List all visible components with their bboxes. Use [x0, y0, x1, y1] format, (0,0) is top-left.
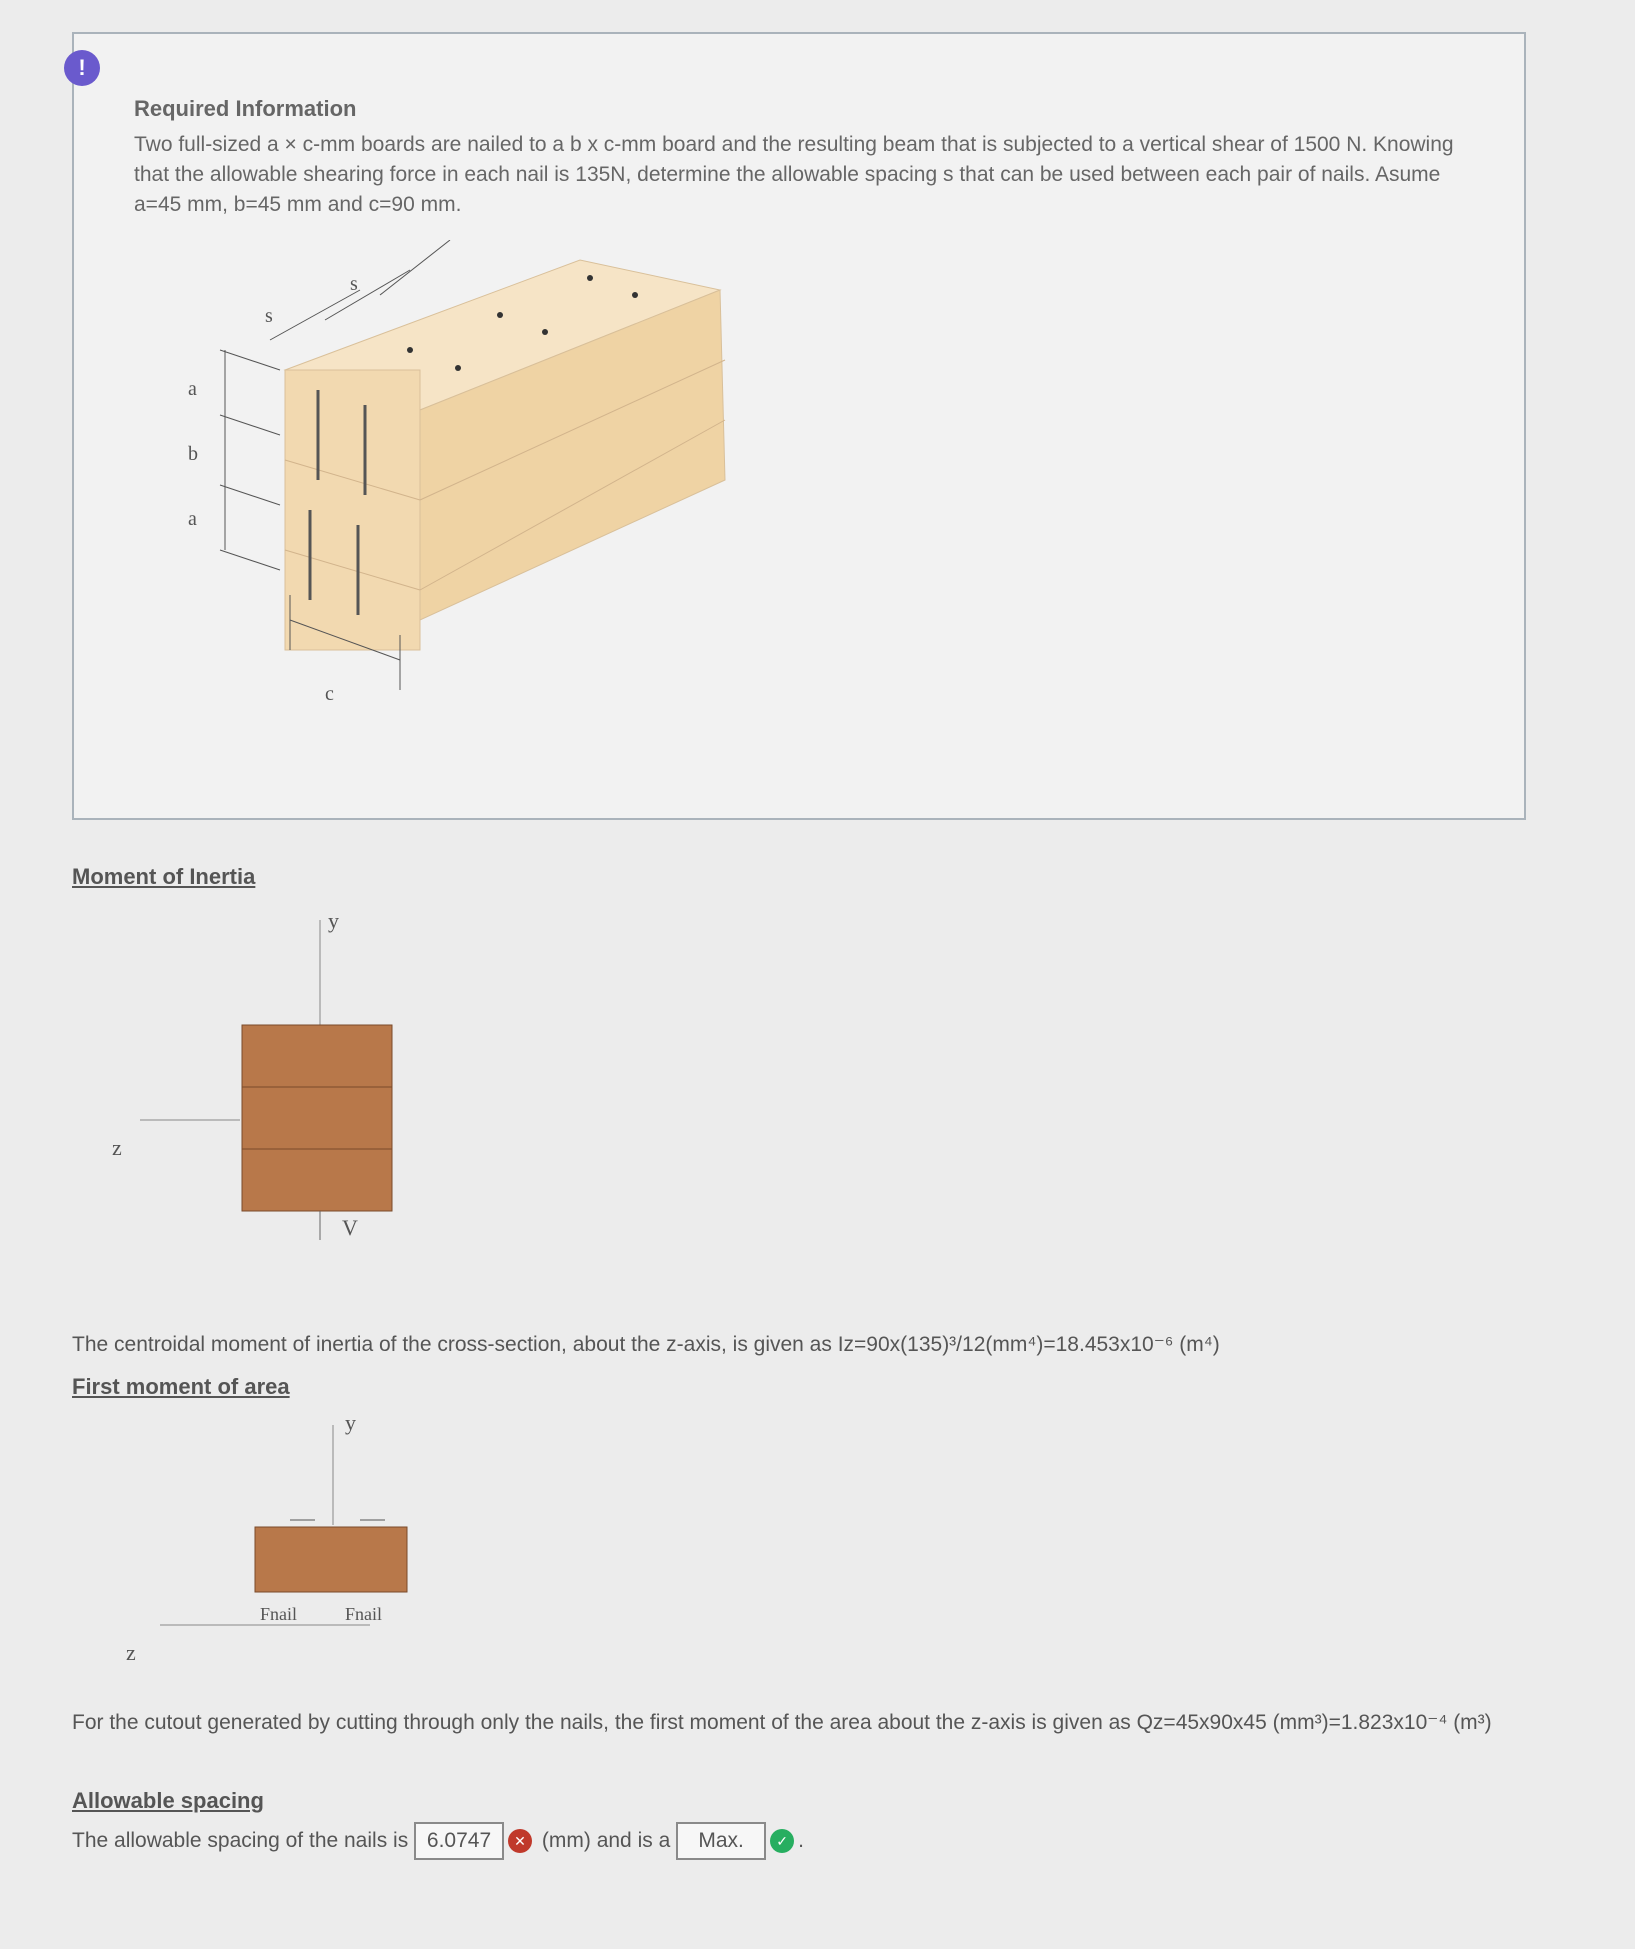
label-a2: a: [188, 508, 197, 530]
correct-icon: ✓: [770, 1829, 794, 1853]
spacing-type-select[interactable]: Max.: [676, 1822, 766, 1860]
label-v: V: [342, 1215, 358, 1240]
info-text: Two full-sized a × c-mm boards are nailed to a b x c-mm board and the resulting beam that is subjected to a vertical shear of 1500 N. Knowing that the allowable shearing force in each nail is 135N, determine the allowable spacing s that can be used between each pair of nails. Asume a=45 mm, b=45 mm and c=90 mm.: [134, 133, 1454, 216]
cutout-figure: [120, 1405, 420, 1665]
label-b: b: [188, 443, 198, 465]
first-moment-text: For the cutout generated by cutting through only the nails, the first moment of the area about the z-axis is given as Qz=45x90x45 (mm³)=1.823x10⁻⁴ (m³): [72, 1711, 1492, 1734]
label-fnail-2: Fnail: [345, 1604, 383, 1624]
moment-text: The centroidal moment of inertia of the cross-section, about the z-axis, is given as Iz=90x(135)³/12(mm⁴)=18.453x10⁻⁶ (m⁴): [72, 1333, 1220, 1356]
label-fnail-1: Fnail: [260, 1604, 298, 1624]
beam-figure: [180, 240, 740, 700]
alert-icon: !: [64, 50, 100, 86]
allowable-spacing-link[interactable]: Allowable spacing: [72, 1788, 264, 1813]
label-z: z: [126, 1640, 136, 1665]
label-s1: s: [265, 305, 273, 327]
label-y: y: [328, 908, 339, 933]
label-y: y: [345, 1410, 356, 1435]
cutout-board: [255, 1527, 407, 1592]
label-s2: s: [350, 273, 358, 295]
section-board-middle: [242, 1087, 392, 1149]
spacing-value-input[interactable]: 6.0747: [414, 1822, 504, 1860]
label-c: c: [325, 683, 334, 700]
section-board-top: [242, 1025, 392, 1087]
spacing-prefix: The allowable spacing of the nails is: [72, 1829, 409, 1852]
spacing-period: .: [798, 1829, 804, 1852]
info-title: Required Information: [134, 96, 357, 121]
label-z: z: [112, 1135, 122, 1160]
spacing-unit-text: (mm) and is a: [541, 1829, 671, 1852]
section-board-bottom: [242, 1149, 392, 1211]
spacing-line: [72, 1822, 804, 1860]
moment-of-inertia-link[interactable]: Moment of Inertia: [72, 864, 256, 889]
cross-section-figure: [100, 900, 420, 1240]
beam-front-face: [285, 370, 420, 650]
first-moment-link[interactable]: First moment of area: [72, 1374, 290, 1399]
label-a1: a: [188, 378, 197, 400]
incorrect-icon: ✕: [508, 1829, 532, 1853]
